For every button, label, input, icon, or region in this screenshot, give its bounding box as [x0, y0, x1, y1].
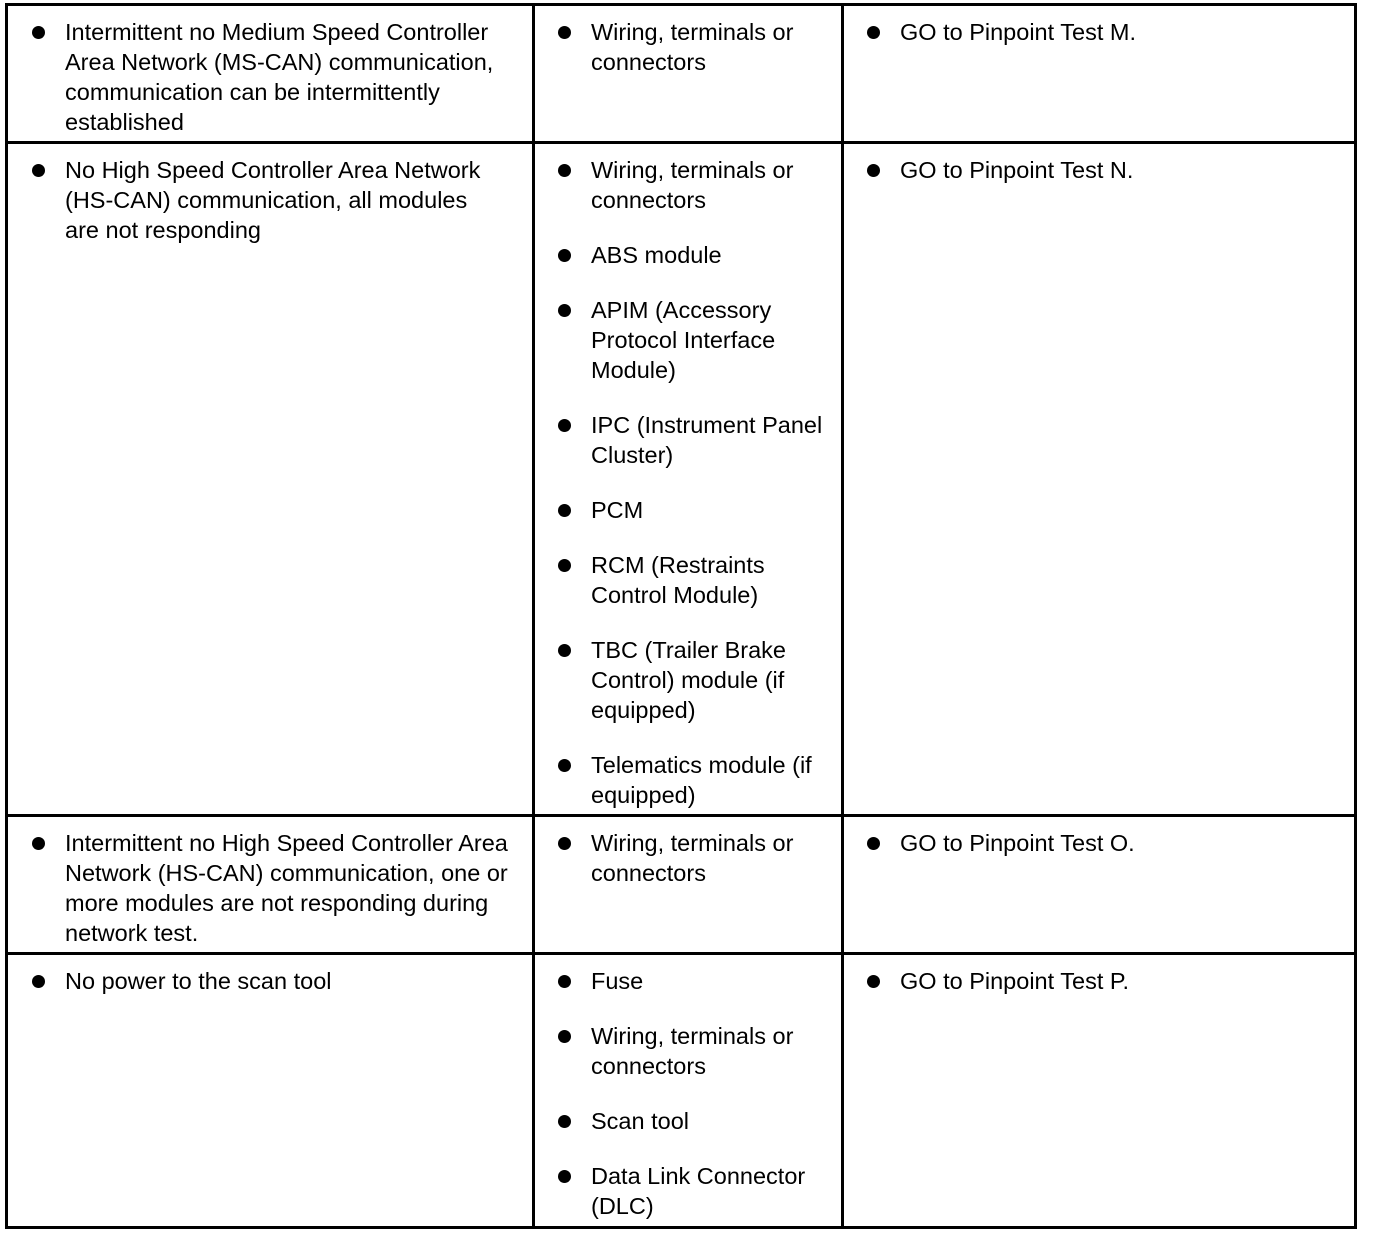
cause-cell	[557, 828, 839, 913]
cause-item: Fuse	[557, 966, 839, 996]
condition-item: Intermittent no High Speed Controller Area Network (HS-CAN) communication, one or more modules are not responding during network test.	[31, 828, 531, 948]
row-divider	[5, 3, 1357, 6]
condition-cell	[31, 155, 503, 270]
cause-item: Wiring, terminals or connectors	[557, 828, 839, 888]
condition-item: Intermittent no Medium Speed Controller Area Network (MS-CAN) communication, communication can be intermittently established	[31, 17, 531, 137]
cause-item: RCM (Restraints Control Module)	[557, 550, 839, 610]
action-cell	[866, 17, 1346, 72]
action-cell	[866, 966, 1346, 1021]
cause-cell	[557, 17, 839, 102]
cause-cell	[557, 966, 839, 1246]
action-cell	[866, 155, 1346, 210]
cause-item: Scan tool	[557, 1106, 839, 1136]
condition-cell	[31, 828, 531, 973]
column-divider	[5, 3, 8, 1229]
cause-cell	[557, 155, 839, 835]
cause-item: Wiring, terminals or connectors	[557, 155, 839, 215]
condition-item: No power to the scan tool	[31, 966, 531, 996]
condition-cell	[31, 966, 531, 1021]
cause-item: IPC (Instrument Panel Cluster)	[557, 410, 839, 470]
action-cell	[866, 828, 1346, 883]
column-divider	[1354, 3, 1357, 1229]
cause-item: TBC (Trailer Brake Control) module (if equipped)	[557, 635, 839, 725]
cause-item: Wiring, terminals or connectors	[557, 1021, 839, 1081]
cause-item: PCM	[557, 495, 839, 525]
condition-cell	[31, 17, 531, 162]
cause-item: Telematics module (if equipped)	[557, 750, 839, 810]
column-divider	[841, 3, 844, 1229]
cause-item: ABS module	[557, 240, 839, 270]
cause-item: Data Link Connector (DLC)	[557, 1161, 839, 1221]
action-item: GO to Pinpoint Test M.	[866, 17, 1346, 47]
action-item: GO to Pinpoint Test O.	[866, 828, 1346, 858]
cause-item: APIM (Accessory Protocol Interface Module)	[557, 295, 839, 385]
condition-item: No High Speed Controller Area Network (HS-CAN) communication, all modules are not responding	[31, 155, 503, 245]
action-item: GO to Pinpoint Test P.	[866, 966, 1346, 996]
cause-item: Wiring, terminals or connectors	[557, 17, 839, 77]
column-divider	[532, 3, 535, 1229]
action-item: GO to Pinpoint Test N.	[866, 155, 1346, 185]
